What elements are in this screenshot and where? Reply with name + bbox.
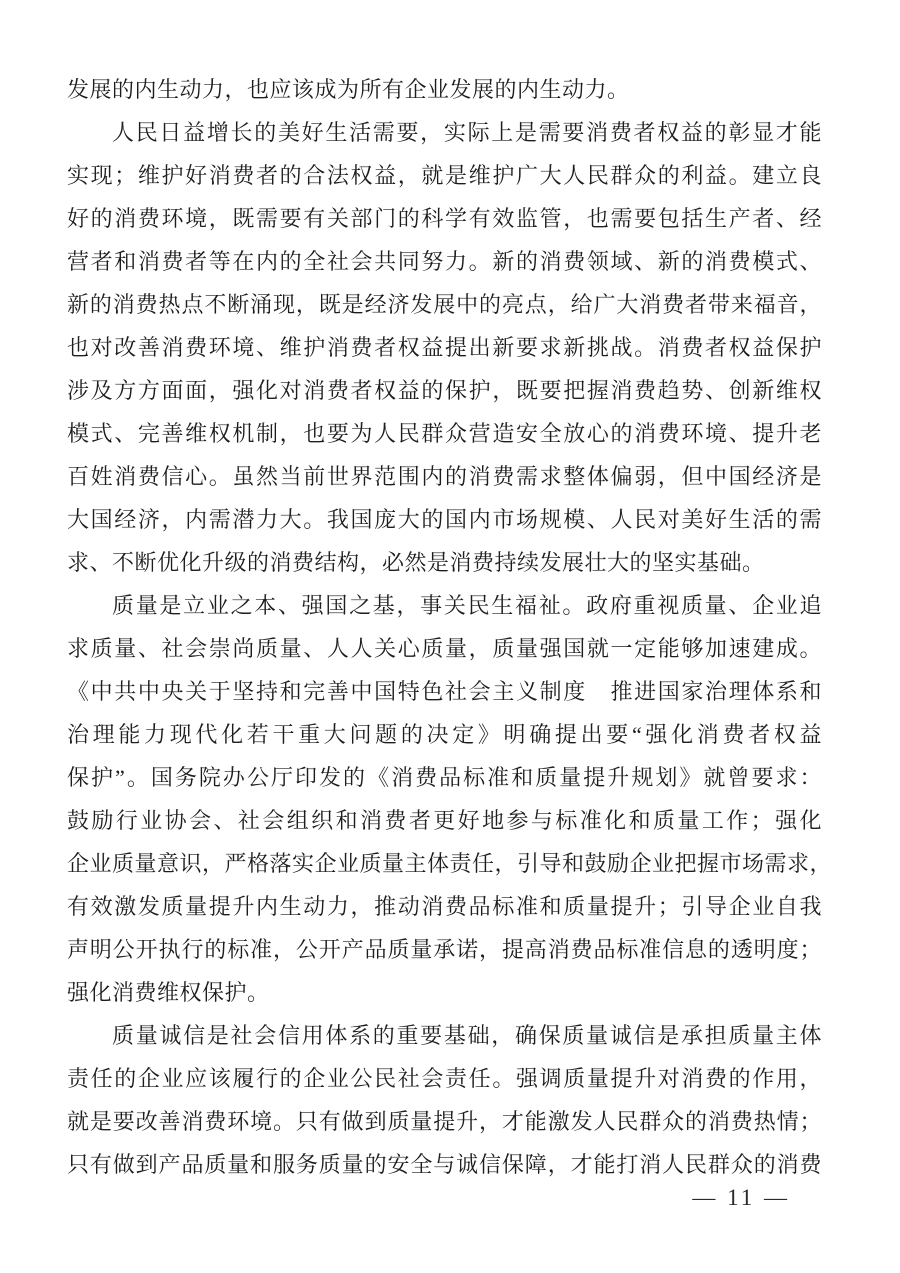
text-line: 新的消费热点不断涌现，既是经济发展中的亮点，给广大消费者带来福音， (67, 292, 822, 317)
text-line: 求、不断优化升级的消费结构，必然是消费持续发展壮大的坚实基础。 (67, 550, 765, 575)
text-line: 也对改善消费环境、维护消费者权益提出新要求新挑战。消费者权益保护 (67, 335, 822, 360)
page-number: — 11 — (692, 1185, 790, 1210)
text-line: 模式、完善维权机制，也要为人民群众营造安全放心的消费环境、提升老 (67, 421, 822, 446)
text-line: 强化消费维权保护。 (67, 980, 270, 1005)
text-line: 只有做到产品质量和服务质量的安全与诚信保障，才能打消人民群众的消费 (67, 1152, 822, 1177)
text-line: 治理能力现代化若干重大问题的决定》明确提出要“强化消费者权益 (67, 722, 822, 747)
text-line: 保护”。国务院办公厅印发的《消费品标准和质量提升规划》就曾要求： (67, 765, 822, 790)
text-line: 人民日益增长的美好生活需要，实际上是需要消费者权益的彰显才能 (112, 120, 822, 145)
text-line: 发展的内生动力，也应该成为所有企业发展的内生动力。 (67, 77, 630, 102)
text-line: 就是要改善消费环境。只有做到质量提升，才能激发人民群众的消费热情； (67, 1109, 822, 1134)
text-line: 鼓励行业协会、社会组织和消费者更好地参与标准化和质量工作；强化 (67, 808, 822, 833)
text-line: 营者和消费者等在内的全社会共同努力。新的消费领域、新的消费模式、 (67, 249, 822, 274)
text-line: 《中共中央关于坚持和完善中国特色社会主义制度 推进国家治理体系和 (67, 679, 822, 704)
text-line: 百姓消费信心。虽然当前世界范围内的消费需求整体偏弱，但中国经济是 (67, 464, 822, 489)
text-line: 有效激发质量提升内生动力，推动消费品标准和质量提升；引导企业自我 (67, 894, 822, 919)
text-line: 实现；维护好消费者的合法权益，就是维护广大人民群众的利益。建立良 (67, 163, 822, 188)
text-line: 责任的企业应该履行的企业公民社会责任。强调质量提升对消费的作用， (67, 1066, 822, 1091)
text-line: 涉及方方面面，强化对消费者权益的保护，既要把握消费趋势、创新维权 (67, 378, 822, 403)
text-line: 声明公开执行的标准，公开产品质量承诺，提高消费品标准信息的透明度； (67, 937, 822, 962)
page-body-text (67, 68, 833, 1186)
text-line: 企业质量意识，严格落实企业质量主体责任，引导和鼓励企业把握市场需求， (67, 851, 833, 876)
text-line: 质量诚信是社会信用体系的重要基础，确保质量诚信是承担质量主体 (112, 1023, 822, 1048)
text-line: 好的消费环境，既需要有关部门的科学有效监管，也需要包括生产者、经 (67, 206, 822, 231)
text-line: 大国经济，内需潜力大。我国庞大的国内市场规模、人民对美好生活的需 (67, 507, 822, 532)
text-line: 质量是立业之本、强国之基，事关民生福祉。政府重视质量、企业追 (112, 593, 822, 618)
text-line: 求质量、社会崇尚质量、人人关心质量，质量强国就一定能够加速建成。 (67, 636, 822, 661)
